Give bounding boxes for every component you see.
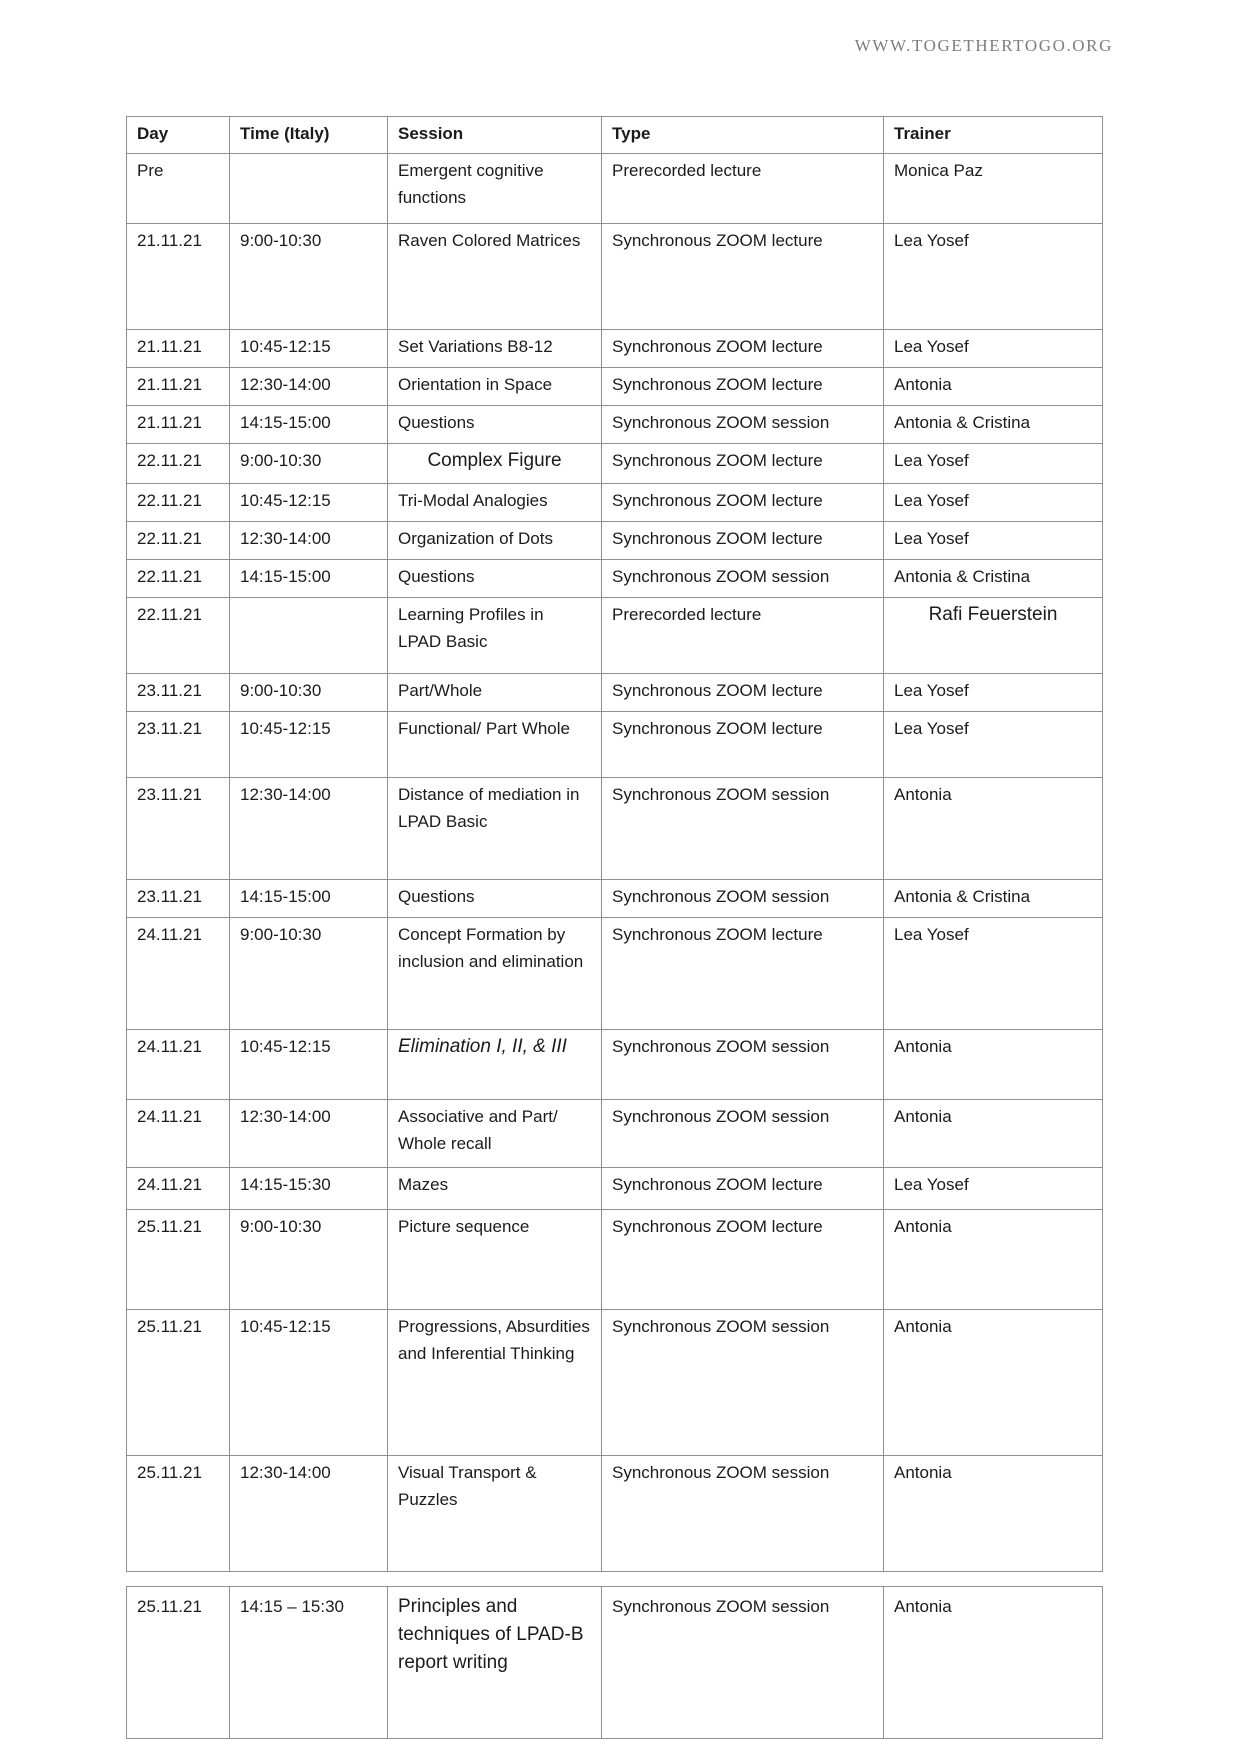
cell-trainer: Rafi Feuerstein: [884, 598, 1103, 674]
cell-day: 22.11.21: [127, 598, 230, 674]
table-row: [127, 598, 1103, 674]
table-row: [127, 1456, 1103, 1572]
cell-session: Progressions, Absurdities and Inferential Thinking: [388, 1310, 602, 1456]
table-row: [127, 674, 1103, 712]
cell-time: 10:45-12:15: [230, 1030, 388, 1100]
table-row: [127, 560, 1103, 598]
cell-type: Prerecorded lecture: [602, 154, 884, 224]
cell-type: Synchronous ZOOM session: [602, 560, 884, 598]
cell-time: [230, 154, 388, 224]
table-row: [127, 406, 1103, 444]
cell-type: Synchronous ZOOM session: [602, 1100, 884, 1168]
cell-time: 14:15-15:00: [230, 560, 388, 598]
table-row: [127, 154, 1103, 224]
cell-time: [230, 598, 388, 674]
cell-trainer: Lea Yosef: [884, 224, 1103, 330]
cell-day: 22.11.21: [127, 560, 230, 598]
cell-trainer: Antonia: [884, 778, 1103, 880]
cell-day: 24.11.21: [127, 918, 230, 1030]
cell-day: 24.11.21: [127, 1030, 230, 1100]
cell-type: Synchronous ZOOM session: [602, 1587, 884, 1739]
cell-time: 10:45-12:15: [230, 484, 388, 522]
cell-type: Synchronous ZOOM lecture: [602, 224, 884, 330]
cell-time: 14:15 – 15:30: [230, 1587, 388, 1739]
cell-time: 12:30-14:00: [230, 368, 388, 406]
cell-trainer: Monica Paz: [884, 154, 1103, 224]
cell-trainer: Lea Yosef: [884, 522, 1103, 560]
cell-day: 25.11.21: [127, 1310, 230, 1456]
cell-day: 23.11.21: [127, 712, 230, 778]
cell-time: 12:30-14:00: [230, 1456, 388, 1572]
cell-session: Raven Colored Matrices: [388, 224, 602, 330]
table-row: [127, 1030, 1103, 1100]
cell-type: Synchronous ZOOM lecture: [602, 674, 884, 712]
cell-time: 9:00-10:30: [230, 1210, 388, 1310]
cell-type: Synchronous ZOOM session: [602, 1030, 884, 1100]
cell-day: 22.11.21: [127, 444, 230, 484]
cell-session: Principles and techniques of LPAD-B report writing: [388, 1587, 602, 1739]
cell-time: 12:30-14:00: [230, 778, 388, 880]
schedule-table: [126, 116, 1103, 1572]
cell-day: 21.11.21: [127, 330, 230, 368]
cell-type: Synchronous ZOOM session: [602, 406, 884, 444]
cell-type: Prerecorded lecture: [602, 598, 884, 674]
cell-session: Orientation in Space: [388, 368, 602, 406]
cell-session: Organization of Dots: [388, 522, 602, 560]
cell-day: 23.11.21: [127, 880, 230, 918]
cell-session: Associative and Part/ Whole recall: [388, 1100, 602, 1168]
cell-session: Set Variations B8-12: [388, 330, 602, 368]
cell-session: Mazes: [388, 1168, 602, 1210]
table-row: [127, 224, 1103, 330]
cell-type: Synchronous ZOOM lecture: [602, 522, 884, 560]
cell-day: 23.11.21: [127, 778, 230, 880]
cell-type: Synchronous ZOOM lecture: [602, 330, 884, 368]
cell-day: 24.11.21: [127, 1100, 230, 1168]
schedule-table-header: [127, 117, 1103, 154]
cell-day: 25.11.21: [127, 1456, 230, 1572]
footer-schedule-table: [126, 1586, 1103, 1739]
cell-trainer: Lea Yosef: [884, 712, 1103, 778]
cell-time: 14:15-15:00: [230, 406, 388, 444]
table-row: [127, 918, 1103, 1030]
cell-day: Pre: [127, 154, 230, 224]
cell-session: Complex Figure: [388, 444, 602, 484]
cell-type: Synchronous ZOOM lecture: [602, 368, 884, 406]
cell-session: Emergent cognitive functions: [388, 154, 602, 224]
cell-type: Synchronous ZOOM lecture: [602, 484, 884, 522]
header-row: [127, 117, 1103, 154]
cell-type: Synchronous ZOOM session: [602, 1456, 884, 1572]
cell-session: Part/Whole: [388, 674, 602, 712]
cell-day: 21.11.21: [127, 224, 230, 330]
cell-time: 14:15-15:30: [230, 1168, 388, 1210]
cell-session: Elimination I, II, & III: [388, 1030, 602, 1100]
cell-type: Synchronous ZOOM lecture: [602, 1210, 884, 1310]
cell-session: Questions: [388, 560, 602, 598]
cell-session: Questions: [388, 880, 602, 918]
cell-type: Synchronous ZOOM lecture: [602, 712, 884, 778]
cell-trainer: Antonia: [884, 1456, 1103, 1572]
cell-trainer: Antonia: [884, 1030, 1103, 1100]
cell-trainer: Lea Yosef: [884, 484, 1103, 522]
table-row: [127, 1310, 1103, 1456]
cell-type: Synchronous ZOOM lecture: [602, 444, 884, 484]
cell-trainer: Antonia: [884, 1100, 1103, 1168]
cell-session: Concept Formation by inclusion and elimination: [388, 918, 602, 1030]
table-row: [127, 1210, 1103, 1310]
table-row: [127, 444, 1103, 484]
table-row: [127, 1100, 1103, 1168]
column-header-type: Type: [602, 117, 884, 154]
cell-time: 9:00-10:30: [230, 918, 388, 1030]
cell-day: 22.11.21: [127, 522, 230, 560]
cell-day: 25.11.21: [127, 1210, 230, 1310]
table-row: [127, 778, 1103, 880]
cell-type: Synchronous ZOOM session: [602, 778, 884, 880]
cell-time: 9:00-10:30: [230, 444, 388, 484]
site-url-header: WWW.TOGETHERTOGO.ORG: [854, 36, 1113, 55]
cell-session: Distance of mediation in LPAD Basic: [388, 778, 602, 880]
cell-time: 9:00-10:30: [230, 224, 388, 330]
cell-time: 10:45-12:15: [230, 330, 388, 368]
cell-time: 12:30-14:00: [230, 1100, 388, 1168]
cell-trainer: Lea Yosef: [884, 674, 1103, 712]
table-row: [127, 368, 1103, 406]
cell-trainer: Antonia: [884, 1310, 1103, 1456]
cell-day: 25.11.21: [127, 1587, 230, 1739]
table-row: [127, 1587, 1103, 1739]
cell-session: Visual Transport & Puzzles: [388, 1456, 602, 1572]
cell-type: Synchronous ZOOM lecture: [602, 918, 884, 1030]
column-header-trainer: Trainer: [884, 117, 1103, 154]
cell-time: 9:00-10:30: [230, 674, 388, 712]
cell-trainer: Antonia & Cristina: [884, 406, 1103, 444]
cell-trainer: Antonia & Cristina: [884, 560, 1103, 598]
cell-trainer: Antonia: [884, 368, 1103, 406]
cell-trainer: Antonia: [884, 1587, 1103, 1739]
cell-type: Synchronous ZOOM lecture: [602, 1168, 884, 1210]
cell-session: Tri-Modal Analogies: [388, 484, 602, 522]
cell-time: 12:30-14:00: [230, 522, 388, 560]
cell-session: Questions: [388, 406, 602, 444]
cell-trainer: Antonia & Cristina: [884, 880, 1103, 918]
cell-time: 14:15-15:00: [230, 880, 388, 918]
cell-time: 10:45-12:15: [230, 712, 388, 778]
column-header-day: Day: [127, 117, 230, 154]
cell-session: Functional/ Part Whole: [388, 712, 602, 778]
cell-type: Synchronous ZOOM session: [602, 1310, 884, 1456]
cell-day: 22.11.21: [127, 484, 230, 522]
table-row: [127, 880, 1103, 918]
cell-type: Synchronous ZOOM session: [602, 880, 884, 918]
cell-time: 10:45-12:15: [230, 1310, 388, 1456]
cell-trainer: Lea Yosef: [884, 330, 1103, 368]
table-row: [127, 484, 1103, 522]
cell-trainer: Lea Yosef: [884, 1168, 1103, 1210]
column-header-session: Session: [388, 117, 602, 154]
table-row: [127, 330, 1103, 368]
table-row: [127, 522, 1103, 560]
cell-day: 23.11.21: [127, 674, 230, 712]
cell-session: Picture sequence: [388, 1210, 602, 1310]
column-header-time: Time (Italy): [230, 117, 388, 154]
cell-trainer: Antonia: [884, 1210, 1103, 1310]
table-row: [127, 1168, 1103, 1210]
cell-day: 24.11.21: [127, 1168, 230, 1210]
table-row: [127, 712, 1103, 778]
cell-day: 21.11.21: [127, 368, 230, 406]
cell-trainer: Lea Yosef: [884, 918, 1103, 1030]
cell-day: 21.11.21: [127, 406, 230, 444]
cell-session: Learning Profiles in LPAD Basic: [388, 598, 602, 674]
cell-trainer: Lea Yosef: [884, 444, 1103, 484]
